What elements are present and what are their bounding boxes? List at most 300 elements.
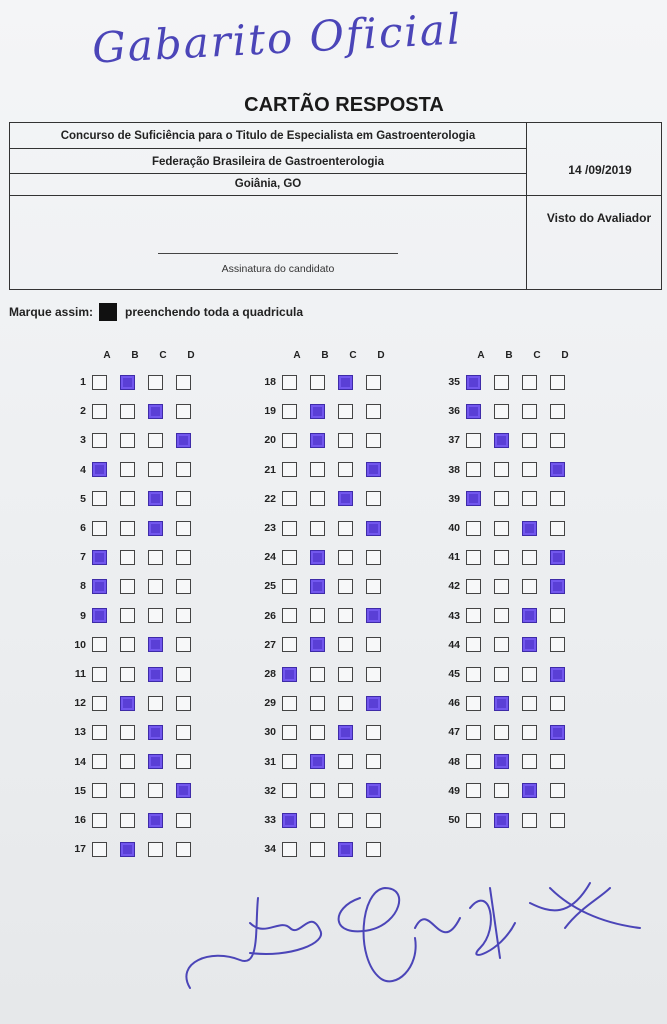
option-letter: D <box>187 350 195 361</box>
answer-box-d[interactable] <box>366 579 381 594</box>
answer-box-b[interactable] <box>120 404 135 419</box>
answer-box-b[interactable] <box>120 579 135 594</box>
question-row <box>64 372 204 392</box>
question-number: 33 <box>264 814 276 826</box>
answer-box-c[interactable] <box>338 813 353 828</box>
answer-box-d[interactable] <box>366 783 381 798</box>
answer-box-c[interactable] <box>148 491 163 506</box>
answer-box-b[interactable] <box>310 842 325 857</box>
question-number: 45 <box>448 668 460 680</box>
answer-box-c[interactable] <box>148 725 163 740</box>
question-row <box>438 547 578 567</box>
instruction-suffix: preenchendo toda a quadricula <box>125 305 304 319</box>
answer-box-c[interactable] <box>148 521 163 536</box>
answer-box-c[interactable] <box>338 667 353 682</box>
option-letter: D <box>561 350 569 361</box>
question-row <box>438 518 578 538</box>
question-row <box>254 606 394 626</box>
answer-box-d[interactable] <box>550 783 565 798</box>
answer-box-c[interactable] <box>148 375 163 390</box>
answer-box-a[interactable] <box>92 404 107 419</box>
answer-box-a[interactable] <box>92 491 107 506</box>
question-row <box>254 810 394 830</box>
answer-box-b[interactable] <box>120 637 135 652</box>
answer-box-b[interactable] <box>494 550 509 565</box>
question-number: 35 <box>448 376 460 388</box>
question-row <box>438 635 578 655</box>
answer-box-d[interactable] <box>176 521 191 536</box>
answer-box-a[interactable] <box>466 550 481 565</box>
answer-box-c[interactable] <box>148 579 163 594</box>
answer-box-d[interactable] <box>550 813 565 828</box>
answer-box-d[interactable] <box>176 404 191 419</box>
answer-box-b[interactable] <box>494 433 509 448</box>
federation-name: Federação Brasileira de Gastroenterologia <box>151 156 384 168</box>
answer-box-c[interactable] <box>148 550 163 565</box>
answer-box-b[interactable] <box>494 696 509 711</box>
question-number: 5 <box>80 492 86 505</box>
question-number: 37 <box>448 434 460 447</box>
question-row <box>254 460 394 480</box>
answer-box-d[interactable] <box>176 462 191 477</box>
answer-box-d[interactable] <box>366 462 381 477</box>
answer-box-b[interactable] <box>120 783 135 798</box>
answer-box-b[interactable] <box>494 462 509 477</box>
answer-box-c[interactable] <box>522 462 537 477</box>
question-number: 21 <box>264 463 276 476</box>
answer-box-a[interactable] <box>466 608 481 623</box>
answer-box-a[interactable] <box>282 813 297 828</box>
answer-box-d[interactable] <box>176 725 191 740</box>
option-letters <box>93 350 205 361</box>
answer-box-d[interactable] <box>550 637 565 652</box>
answer-box-d[interactable] <box>550 375 565 390</box>
answer-box-a[interactable] <box>466 462 481 477</box>
question-row <box>64 460 204 480</box>
answer-box-c[interactable] <box>338 725 353 740</box>
answer-box-a[interactable] <box>92 579 107 594</box>
question-row <box>254 635 394 655</box>
answer-box-c[interactable] <box>522 696 537 711</box>
question-number: 1 <box>80 376 86 388</box>
answer-box-c[interactable] <box>148 608 163 623</box>
answer-box-c[interactable] <box>148 813 163 828</box>
question-row <box>64 430 204 450</box>
answer-box-a[interactable] <box>466 725 481 740</box>
exam-date: 14 /09/2019 <box>568 163 632 177</box>
answer-box-b[interactable] <box>494 754 509 769</box>
answer-box-b[interactable] <box>310 491 325 506</box>
answer-box-b[interactable] <box>494 725 509 740</box>
answer-box-a[interactable] <box>282 637 297 652</box>
question-row <box>64 401 204 421</box>
answer-box-c[interactable] <box>338 608 353 623</box>
answer-box-b[interactable] <box>310 637 325 652</box>
answer-box-a[interactable] <box>282 433 297 448</box>
answer-box-a[interactable] <box>282 462 297 477</box>
answer-box-d[interactable] <box>366 842 381 857</box>
question-number: 6 <box>80 522 86 534</box>
question-row <box>254 518 394 538</box>
answer-box-a[interactable] <box>92 375 107 390</box>
answer-box-d[interactable] <box>176 813 191 828</box>
answer-box-d[interactable] <box>176 491 191 506</box>
question-number: 2 <box>80 405 86 418</box>
answer-box-b[interactable] <box>120 813 135 828</box>
answer-box-c[interactable] <box>522 491 537 506</box>
question-row <box>438 693 578 713</box>
answer-box-c[interactable] <box>522 550 537 565</box>
answer-box-a[interactable] <box>92 462 107 477</box>
answer-box-b[interactable] <box>120 608 135 623</box>
answer-box-a[interactable] <box>282 783 297 798</box>
answer-box-c[interactable] <box>522 637 537 652</box>
answer-box-b[interactable] <box>310 462 325 477</box>
answer-box-b[interactable] <box>494 579 509 594</box>
answer-box-b[interactable] <box>120 433 135 448</box>
question-number: 13 <box>74 726 86 739</box>
answer-box-d[interactable] <box>366 521 381 536</box>
question-number: 9 <box>80 609 86 622</box>
answer-box-b[interactable] <box>310 404 325 419</box>
answer-box-b[interactable] <box>310 667 325 682</box>
answer-box-d[interactable] <box>366 813 381 828</box>
question-row <box>254 781 394 801</box>
question-row <box>438 781 578 801</box>
signature-label: Assinatura do candidato <box>221 263 335 275</box>
answer-box-c[interactable] <box>148 404 163 419</box>
answer-box-a[interactable] <box>92 783 107 798</box>
question-row <box>64 635 204 655</box>
question-row <box>438 810 578 830</box>
answer-box-b[interactable] <box>494 667 509 682</box>
question-number: 41 <box>448 551 460 564</box>
answer-box-a[interactable] <box>466 579 481 594</box>
answer-box-d[interactable] <box>176 579 191 594</box>
answer-box-d[interactable] <box>366 550 381 565</box>
answer-box-a[interactable] <box>92 637 107 652</box>
question-row <box>64 810 204 830</box>
question-row <box>254 430 394 450</box>
answer-box-c[interactable] <box>338 550 353 565</box>
question-row <box>64 489 204 509</box>
answer-box-c[interactable] <box>338 375 353 390</box>
answer-box-c[interactable] <box>338 754 353 769</box>
answer-box-c[interactable] <box>522 433 537 448</box>
question-row <box>254 839 394 859</box>
answer-box-d[interactable] <box>176 842 191 857</box>
question-number: 34 <box>264 843 276 856</box>
answer-box-b[interactable] <box>494 783 509 798</box>
header-box <box>9 122 662 290</box>
question-number: 48 <box>448 755 460 768</box>
handwritten-title: Gabarito Oficial <box>90 4 464 73</box>
option-letters <box>283 350 395 361</box>
answer-box-d[interactable] <box>550 404 565 419</box>
question-number: 31 <box>264 755 276 768</box>
question-row <box>438 606 578 626</box>
answer-box-b[interactable] <box>310 725 325 740</box>
answer-box-d[interactable] <box>366 608 381 623</box>
answer-box-d[interactable] <box>176 754 191 769</box>
question-row <box>254 693 394 713</box>
answer-box-b[interactable] <box>310 813 325 828</box>
question-row <box>254 576 394 596</box>
answer-box-a[interactable] <box>282 667 297 682</box>
answer-box-c[interactable] <box>148 842 163 857</box>
option-letter: A <box>477 350 485 361</box>
filled-box-example <box>99 303 117 321</box>
answer-box-a[interactable] <box>466 696 481 711</box>
answer-box-c[interactable] <box>148 696 163 711</box>
answer-box-b[interactable] <box>310 375 325 390</box>
answer-box-a[interactable] <box>92 433 107 448</box>
question-number: 22 <box>264 492 276 505</box>
question-row <box>254 752 394 772</box>
question-row <box>64 547 204 567</box>
answer-box-b[interactable] <box>310 783 325 798</box>
answer-box-b[interactable] <box>494 491 509 506</box>
answer-box-a[interactable] <box>92 725 107 740</box>
answer-box-b[interactable] <box>494 404 509 419</box>
answer-box-a[interactable] <box>282 754 297 769</box>
answer-box-b[interactable] <box>310 433 325 448</box>
answer-box-b[interactable] <box>494 637 509 652</box>
answer-box-d[interactable] <box>176 637 191 652</box>
answer-box-c[interactable] <box>148 783 163 798</box>
question-row <box>64 664 204 684</box>
answer-box-d[interactable] <box>176 696 191 711</box>
answer-box-c[interactable] <box>522 725 537 740</box>
marking-instruction <box>9 303 303 321</box>
answer-box-c[interactable] <box>338 404 353 419</box>
answer-box-a[interactable] <box>282 550 297 565</box>
question-number: 25 <box>264 580 276 593</box>
answer-box-c[interactable] <box>148 462 163 477</box>
answer-box-a[interactable] <box>282 521 297 536</box>
answer-box-c[interactable] <box>522 404 537 419</box>
answer-box-d[interactable] <box>176 783 191 798</box>
answer-box-d[interactable] <box>366 696 381 711</box>
answer-box-c[interactable] <box>522 783 537 798</box>
question-number: 26 <box>264 609 276 622</box>
instruction-prefix: Marque assim: <box>9 305 94 319</box>
question-number: 30 <box>264 726 276 739</box>
question-number: 49 <box>448 784 460 797</box>
question-row <box>438 752 578 772</box>
answer-box-c[interactable] <box>338 696 353 711</box>
question-row <box>254 664 394 684</box>
answer-box-a[interactable] <box>92 550 107 565</box>
question-number: 11 <box>74 668 86 680</box>
question-number: 17 <box>74 843 86 856</box>
answer-box-c[interactable] <box>522 667 537 682</box>
question-row <box>438 401 578 421</box>
question-row <box>254 372 394 392</box>
answer-box-c[interactable] <box>338 462 353 477</box>
question-row <box>64 576 204 596</box>
answer-box-d[interactable] <box>550 725 565 740</box>
answer-box-b[interactable] <box>494 521 509 536</box>
answer-box-d[interactable] <box>176 375 191 390</box>
answer-box-a[interactable] <box>282 696 297 711</box>
answer-box-d[interactable] <box>550 462 565 477</box>
answer-box-a[interactable] <box>466 433 481 448</box>
option-letter: D <box>377 350 385 361</box>
question-row <box>254 547 394 567</box>
answer-box-a[interactable] <box>466 491 481 506</box>
answer-box-c[interactable] <box>148 667 163 682</box>
question-row <box>64 752 204 772</box>
answer-box-d[interactable] <box>366 433 381 448</box>
answer-box-b[interactable] <box>494 608 509 623</box>
answer-box-d[interactable] <box>550 754 565 769</box>
answer-box-d[interactable] <box>550 491 565 506</box>
answer-box-c[interactable] <box>338 579 353 594</box>
answer-box-a[interactable] <box>92 813 107 828</box>
answer-box-b[interactable] <box>120 521 135 536</box>
answer-box-c[interactable] <box>338 842 353 857</box>
answer-box-c[interactable] <box>148 433 163 448</box>
option-letter: B <box>505 350 513 361</box>
answer-box-b[interactable] <box>494 813 509 828</box>
answer-box-b[interactable] <box>120 842 135 857</box>
answer-box-a[interactable] <box>92 608 107 623</box>
answer-box-a[interactable] <box>466 375 481 390</box>
answer-box-a[interactable] <box>466 521 481 536</box>
answer-box-c[interactable] <box>522 375 537 390</box>
answer-box-c[interactable] <box>522 521 537 536</box>
answer-box-a[interactable] <box>92 842 107 857</box>
answer-box-b[interactable] <box>120 667 135 682</box>
question-row <box>438 489 578 509</box>
header-rule <box>10 148 526 149</box>
answer-box-a[interactable] <box>282 491 297 506</box>
answer-box-b[interactable] <box>310 579 325 594</box>
answer-box-a[interactable] <box>92 521 107 536</box>
option-letter: B <box>321 350 329 361</box>
answer-box-c[interactable] <box>338 491 353 506</box>
answer-box-b[interactable] <box>310 696 325 711</box>
question-row <box>254 489 394 509</box>
answer-box-d[interactable] <box>366 725 381 740</box>
answer-box-a[interactable] <box>282 725 297 740</box>
header-rule <box>10 195 661 196</box>
answer-box-b[interactable] <box>120 725 135 740</box>
option-letter: C <box>349 350 357 361</box>
answer-box-d[interactable] <box>366 491 381 506</box>
answer-box-a[interactable] <box>282 375 297 390</box>
answer-box-d[interactable] <box>550 521 565 536</box>
answer-box-b[interactable] <box>120 550 135 565</box>
answer-box-c[interactable] <box>522 608 537 623</box>
answer-box-b[interactable] <box>494 375 509 390</box>
answer-box-a[interactable] <box>282 842 297 857</box>
answer-box-d[interactable] <box>366 754 381 769</box>
option-letter: C <box>159 350 167 361</box>
answer-box-a[interactable] <box>282 404 297 419</box>
question-row <box>438 722 578 742</box>
answer-box-d[interactable] <box>366 667 381 682</box>
answer-box-a[interactable] <box>466 637 481 652</box>
card-title: CARTÃO RESPOSTA <box>244 94 444 116</box>
answer-box-d[interactable] <box>366 637 381 652</box>
answer-box-b[interactable] <box>310 608 325 623</box>
answer-box-d[interactable] <box>550 579 565 594</box>
question-number: 44 <box>448 638 460 651</box>
answer-box-d[interactable] <box>366 404 381 419</box>
answer-box-c[interactable] <box>338 433 353 448</box>
answer-box-b[interactable] <box>120 754 135 769</box>
answer-box-b[interactable] <box>310 521 325 536</box>
answer-box-c[interactable] <box>148 754 163 769</box>
answer-box-c[interactable] <box>338 521 353 536</box>
answer-box-a[interactable] <box>92 667 107 682</box>
evaluator-label: Visto do Avaliador <box>546 211 652 225</box>
signature-line <box>158 253 398 254</box>
answer-box-a[interactable] <box>466 783 481 798</box>
answer-box-c[interactable] <box>522 579 537 594</box>
question-row <box>64 839 204 859</box>
answer-box-a[interactable] <box>92 696 107 711</box>
header-divider <box>526 123 527 289</box>
answer-box-c[interactable] <box>522 754 537 769</box>
answer-box-a[interactable] <box>466 754 481 769</box>
answer-box-d[interactable] <box>550 550 565 565</box>
question-number: 27 <box>264 638 276 651</box>
answer-box-a[interactable] <box>466 813 481 828</box>
answer-box-b[interactable] <box>310 550 325 565</box>
answer-box-d[interactable] <box>550 433 565 448</box>
answer-box-b[interactable] <box>120 375 135 390</box>
question-number: 32 <box>264 784 276 797</box>
question-number: 19 <box>264 405 276 418</box>
question-row <box>254 401 394 421</box>
answer-box-b[interactable] <box>120 491 135 506</box>
question-number: 36 <box>448 405 460 418</box>
answer-box-c[interactable] <box>148 637 163 652</box>
question-number: 38 <box>448 463 460 476</box>
question-number: 20 <box>264 434 276 447</box>
answer-box-d[interactable] <box>176 608 191 623</box>
question-number: 12 <box>74 697 86 710</box>
question-row <box>438 372 578 392</box>
answer-box-d[interactable] <box>176 667 191 682</box>
contest-name: Concurso de Suficiência para o Titulo de Especialista em Gastroenterologia <box>60 130 476 142</box>
answer-box-b[interactable] <box>310 754 325 769</box>
answer-box-a[interactable] <box>282 608 297 623</box>
answer-box-d[interactable] <box>550 696 565 711</box>
answer-box-d[interactable] <box>366 375 381 390</box>
answer-box-c[interactable] <box>522 813 537 828</box>
answer-box-c[interactable] <box>338 637 353 652</box>
question-number: 23 <box>264 522 276 534</box>
answer-box-a[interactable] <box>466 404 481 419</box>
answer-box-a[interactable] <box>282 579 297 594</box>
answer-box-d[interactable] <box>550 667 565 682</box>
answer-box-d[interactable] <box>176 550 191 565</box>
option-letter: C <box>533 350 541 361</box>
answer-box-a[interactable] <box>466 667 481 682</box>
answer-box-d[interactable] <box>550 608 565 623</box>
answer-box-c[interactable] <box>338 783 353 798</box>
answer-box-a[interactable] <box>92 754 107 769</box>
answer-box-b[interactable] <box>120 462 135 477</box>
answer-box-b[interactable] <box>120 696 135 711</box>
question-number: 28 <box>264 668 276 680</box>
question-number: 14 <box>74 755 86 768</box>
answer-box-d[interactable] <box>176 433 191 448</box>
